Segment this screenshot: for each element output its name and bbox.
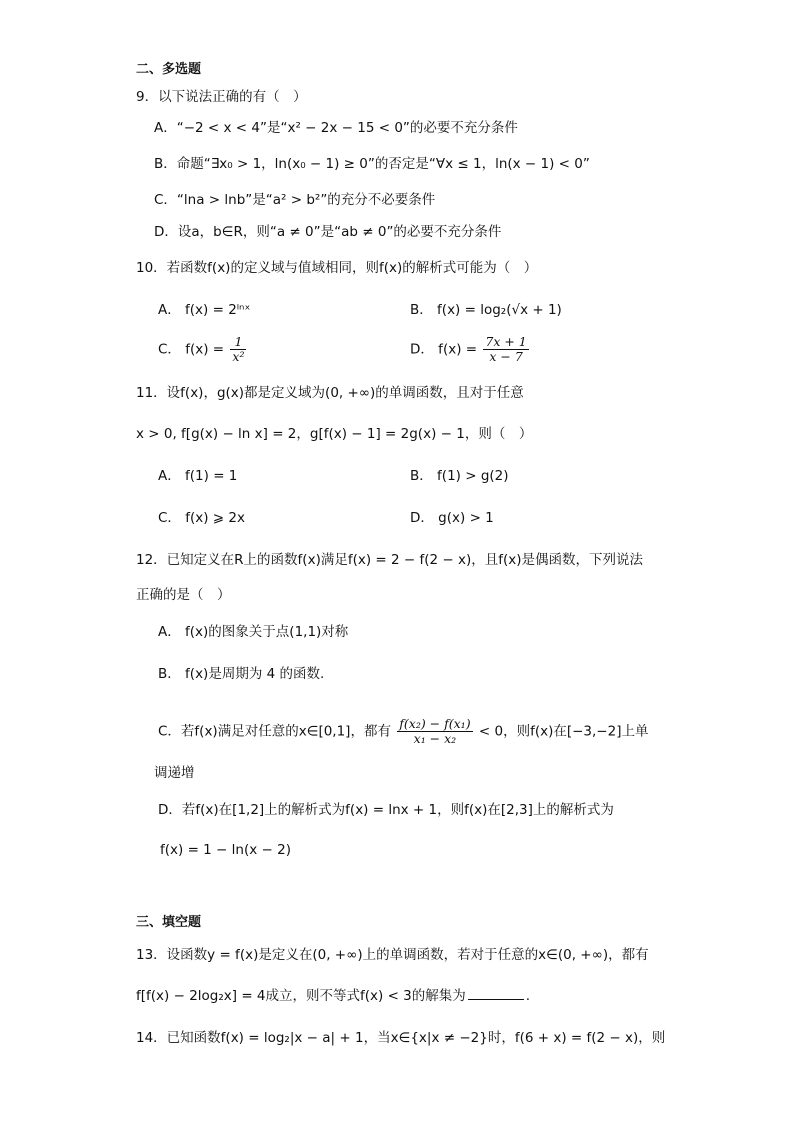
question-11-stem-line2: x > 0, f[g(x) − ln x] = 2，g[f(x) − 1] = 2g(x) − 1，则（ ） — [136, 426, 533, 442]
question-11-option-a: A． f(1) = 1 — [158, 468, 238, 484]
question-12-option-a: A． f(x)的图象关于点(1,1)对称 — [158, 624, 349, 640]
question-9-option-b: B．命题“∃x₀ > 1，ln(x₀ − 1) ≥ 0”的否定是“∀x ≤ 1，ln(x − 1) < 0” — [154, 156, 590, 172]
question-12-option-d: D．若f(x)在[1,2]上的解析式为f(x) = lnx + 1，则f(x)在[2,3]上的解析式为 — [158, 802, 614, 818]
question-10-option-c — [158, 335, 248, 364]
option-c-suffix: < 0，则f(x)在[−3,−2]上单 — [478, 723, 649, 740]
option-c-label: C． f(x) = — [158, 341, 225, 358]
question-9-option-a: A．“−2 < x < 4”是“x² − 2x − 15 < 0”的必要不充分条件 — [154, 120, 518, 136]
question-10-option-d — [410, 335, 531, 364]
question-10-option-a: A． f(x) = 2ˡⁿˣ — [158, 302, 251, 318]
question-10-option-b: B． f(x) = log₂(√x + 1) — [410, 302, 562, 318]
question-12-stem-line1: 12．已知定义在R上的函数f(x)满足f(x) = 2 − f(2 − x)，且f(x)是偶函数，下列说法 — [136, 552, 644, 568]
option-d-label: D． f(x) = — [410, 341, 478, 358]
question-13-stem-line1: 13．设函数y = f(x)是定义在(0, +∞)上的单调函数，若对于任意的x∈(0, +∞)，都有 — [136, 947, 649, 963]
fraction-denominator: x − 7 — [489, 349, 523, 364]
question-13-stem-line2 — [136, 987, 530, 1005]
question-12-stem-line2: 正确的是（ ） — [136, 587, 231, 603]
fraction-numerator: 1 — [230, 335, 246, 350]
fraction-numerator: f(x₂) − f(x₁) — [399, 716, 471, 731]
question-11-stem-line1: 11．设f(x)，g(x)都是定义域为(0, +∞)的单调函数，且对于任意 — [136, 385, 524, 401]
question-9-stem: 9．以下说法正确的有（ ） — [136, 89, 307, 105]
question-9-option-c: C．“lna > lnb”是“a² > b²”的充分不必要条件 — [154, 192, 436, 208]
fraction-numerator: 7x + 1 — [485, 334, 527, 349]
section-title-multiple-choice: 二、多选题 — [136, 62, 202, 77]
option-c-prefix: C．若f(x)满足对任意的x∈[0,1]，都有 — [158, 723, 391, 740]
question-13-text: f[f(x) − 2log₂x] = 4成立，则不等式f(x) < 3的解集为 — [136, 988, 466, 1004]
answer-blank[interactable] — [468, 987, 524, 1000]
question-12-option-c-continued: 调递增 — [154, 765, 195, 781]
question-14-stem-line1: 14．已知函数f(x) = log₂|x − a| + 1，当x∈{x|x ≠ −2}时，f(6 + x) = f(2 − x)，则 — [136, 1030, 666, 1046]
question-12-option-b: B． f(x)是周期为 4 的函数. — [158, 666, 325, 682]
question-9-option-d: D．设a，b∈R，则“a ≠ 0”是“ab ≠ 0”的必要不充分条件 — [154, 224, 502, 240]
fraction — [230, 335, 246, 364]
question-11-option-c: C． f(x) ⩾ 2x — [158, 510, 245, 526]
question-11-option-b: B． f(1) > g(2) — [410, 468, 509, 484]
question-10-stem: 10．若函数f(x)的定义域与值域相同，则f(x)的解析式可能为（ ） — [136, 260, 538, 276]
fraction-denominator: x₁ − x₂ — [413, 731, 457, 746]
fraction — [397, 717, 472, 746]
question-13-period: . — [525, 988, 531, 1004]
fraction-denominator: x² — [232, 349, 245, 364]
question-11-option-d: D． g(x) > 1 — [410, 510, 494, 526]
question-12-option-d-continued: f(x) = 1 − ln(x − 2) — [160, 842, 291, 858]
section-title-fill-in: 三、填空题 — [136, 915, 202, 930]
fraction — [483, 335, 528, 364]
question-12-option-c — [158, 717, 648, 746]
